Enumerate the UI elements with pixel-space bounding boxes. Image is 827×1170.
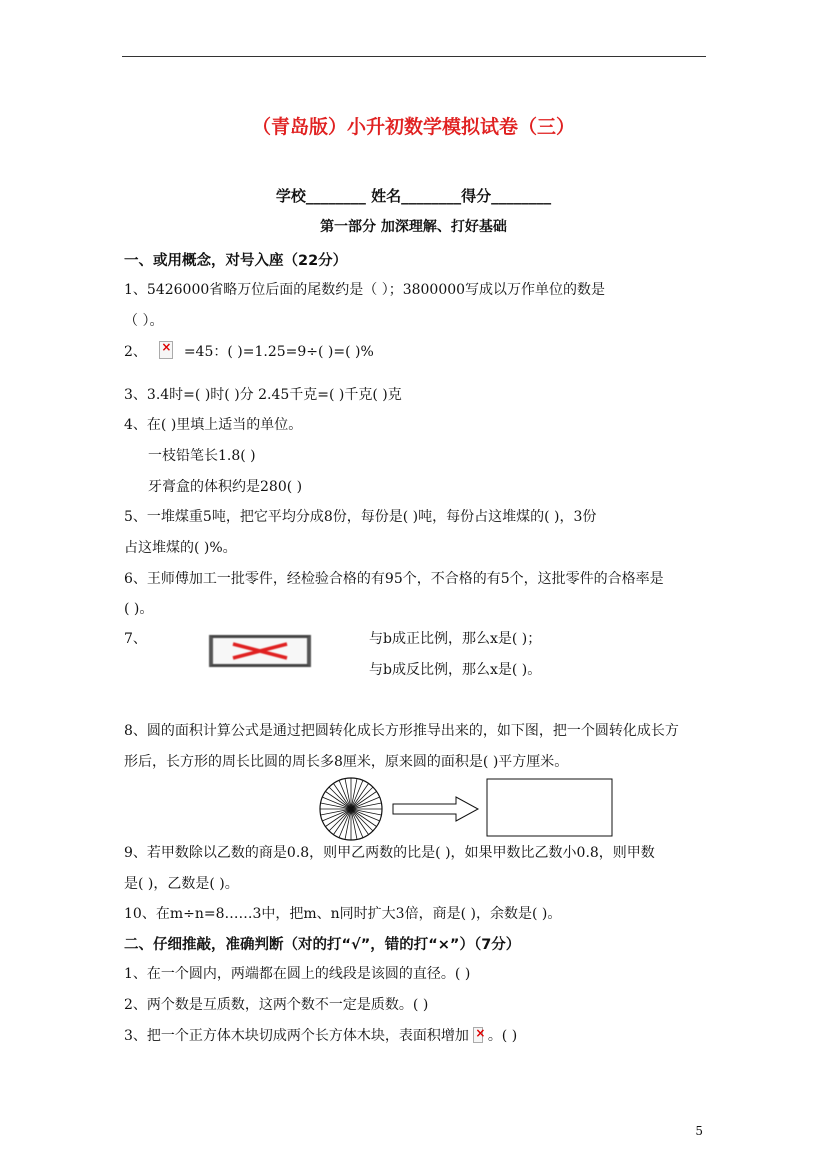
question-2 (124, 341, 374, 361)
broken-image-icon (473, 1027, 483, 1043)
question-4: 4、在( )里填上适当的单位。 (124, 417, 303, 433)
rectangle-figure (487, 779, 612, 836)
circle-to-rectangle-figure (318, 777, 618, 841)
broken-image-icon (209, 635, 311, 667)
question-7-line-2: 与b成反比例，那么x是( )。 (369, 662, 542, 678)
question-9-line-2: 是( )，乙数是( )。 (124, 876, 239, 892)
question-9-line-1: 9、若甲数除以乙数的商是0.8，则甲乙两数的比是( )，如果甲数比乙数小0.8，则甲数 (124, 845, 655, 861)
header-rule (122, 56, 706, 57)
judgement-3 (124, 1025, 517, 1045)
question-10: 10、在m÷n=8……3中，把m、n同时扩大3倍，商是( )，余数是( )。 (124, 906, 562, 922)
sectored-circle-figure (320, 778, 382, 840)
question-4-item-b: 牙膏盒的体积约是280( ) (148, 479, 303, 495)
section-heading-2: 二、仔细推敲，准确判断（对的打“√”，错的打“×”）（7分） (124, 937, 521, 953)
question-1-line-2: （ ）。 (124, 313, 164, 329)
exam-title: （青岛版）小升初数学模拟试卷（三） (251, 116, 575, 138)
question-6-line-1: 6、王师傅加工一批零件，经检验合格的有95个，不合格的有5个，这批零件的合格率是 (124, 571, 664, 587)
question-7-line-1: 与b成正比例，那么x是( )； (369, 631, 542, 647)
question-5-line-2: 占这堆煤的( )%。 (124, 540, 237, 556)
page-number: 5 (695, 1124, 703, 1138)
question-8-line-1: 8、圆的面积计算公式是通过把圆转化成长方形推导出来的，如下图，把一个圆转化成长方 (124, 723, 679, 739)
broken-image-icon (159, 341, 173, 359)
judgement-2: 2、两个数是互质数，这两个数不一定是质数。( ) (124, 997, 429, 1013)
question-1-line-1: 1、5426000省略万位后面的尾数约是（ ）；3800000写成以万作单位的数是 (124, 282, 606, 298)
right-arrow-figure (393, 797, 478, 821)
judgement-3-answer: 。( ) (487, 1028, 518, 1044)
question-2-number: 2、 (124, 344, 147, 360)
question-3: 3、3.4时=( )时( )分 2.45千克=( )千克( )克 (124, 387, 402, 403)
question-5-line-1: 5、一堆煤重5吨，把它平均分成8份，每份是( )吨，每份占这堆煤的( )，3份 (124, 509, 597, 525)
question-8-line-2: 形后，长方形的周长比圆的周长多8厘米，原来圆的面积是( )平方厘米。 (124, 754, 569, 770)
part-heading: 第一部分 加深理解、打好基础 (320, 219, 507, 235)
section-heading-1: 一、或用概念，对号入座（22分） (124, 253, 348, 269)
question-2-text: =45：( )=1.25=9÷( )=( )% (183, 344, 374, 360)
question-6-line-2: ( )。 (124, 601, 154, 617)
student-info-line: 学校________ 姓名________得分________ (275, 187, 552, 205)
judgement-1: 1、在一个圆内，两端都在圆上的线段是该圆的直径。( ) (124, 966, 471, 982)
question-4-item-a: 一枝铅笔长1.8( ) (148, 448, 256, 464)
question-7-number: 7、 (124, 631, 147, 647)
judgement-3-text: 3、把一个正方体木块切成两个长方体木块，表面积增加 (124, 1028, 469, 1044)
